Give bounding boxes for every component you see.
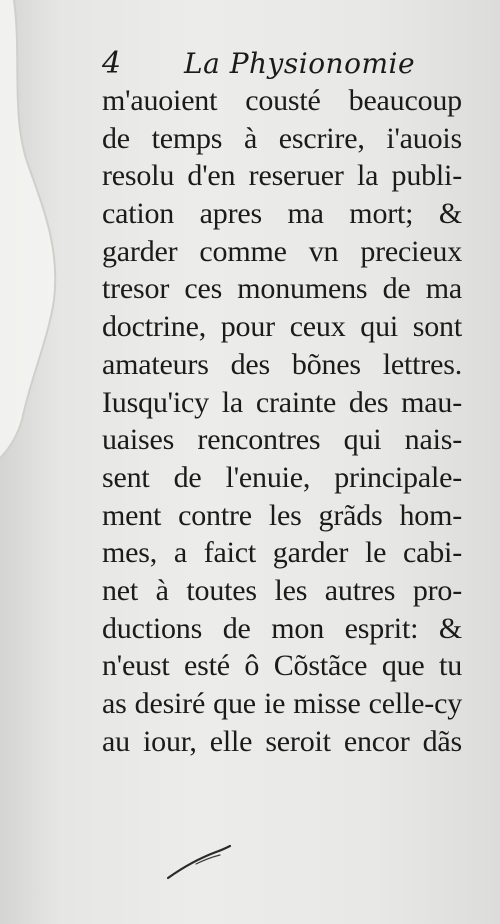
page-number: 4 xyxy=(102,46,122,81)
text-line: ductions de mon esprit: & xyxy=(102,611,462,645)
text-line: n'eust esté ô Cõstãce que tu xyxy=(102,649,462,683)
page-header xyxy=(102,44,472,84)
text-line: ment contre les grãds hom- xyxy=(102,498,462,532)
text-line: de temps à escrire, i'auois xyxy=(102,121,462,155)
text-line: garder comme vn precieux xyxy=(102,234,462,268)
text-line: mes, a faict garder le cabi- xyxy=(102,536,462,570)
text-line: net à toutes les autres pro- xyxy=(102,573,462,607)
text-line: tresor ces monumens de ma xyxy=(102,272,462,306)
text-line: au iour, elle seroit encor dãs xyxy=(102,724,462,758)
text-line: resolu d'en reseruer la publi- xyxy=(102,159,462,193)
text-line: cation apres ma mort; & xyxy=(102,197,462,231)
text-line: amateurs des bõnes lettres. xyxy=(102,347,462,381)
running-title: La Physionomie xyxy=(184,47,416,80)
text-line: sent de l'enuie, principale- xyxy=(102,460,462,494)
text-line: doctrine, pour ceux qui sont xyxy=(102,310,462,344)
text-line: Iusqu'icy la crainte des mau- xyxy=(102,385,462,419)
text-line: m'auoient cousté beaucoup xyxy=(102,84,462,117)
body-text xyxy=(102,82,462,760)
text-line: uaises rencontres qui nais- xyxy=(102,423,462,457)
text-line: as desiré que ie misse celle-cy xyxy=(102,687,462,720)
